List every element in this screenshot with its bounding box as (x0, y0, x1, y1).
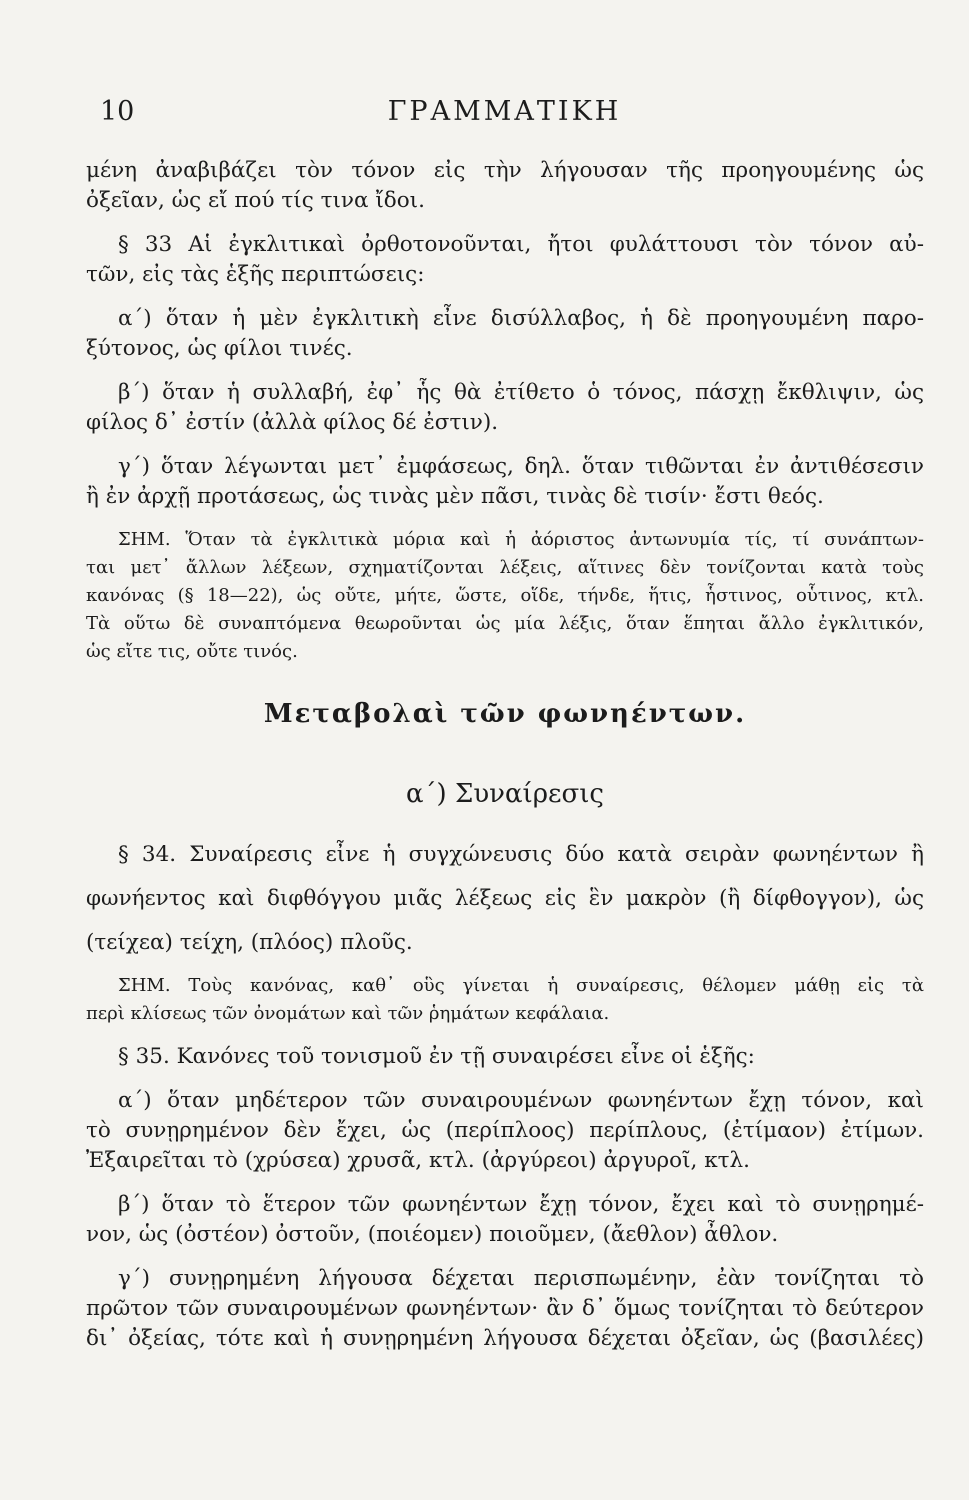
text-line: τὸ συνῃρημένον δὲν ἔχει, ὡς (περίπλοος) περίπλους, (ἐτίμαον) ἐτίμων. (86, 1118, 924, 1143)
page-header (100, 96, 909, 136)
text-line: Ἐξαιρεῖται τὸ (χρύσεα) χρυσᾶ, κτλ. (ἀργύρεοι) ἀργυροῖ, κτλ. (86, 1148, 750, 1173)
section-heading: Μεταβολαὶ τῶν φωνηέντων. (263, 699, 747, 729)
note-line: Τὰ οὕτω δὲ συναπτόμενα θεωροῦνται ὡς μία λέξις, ὅταν ἕπηται ἄλλο ἐγκλιτικόν, (86, 613, 924, 634)
rule-gamma-line: γ΄) ὅταν λέγωνται μετ᾽ ἐμφάσεως, δηλ. ὅταν τιθῶνται ἐν ἀντιθέσεσιν (118, 454, 924, 479)
rule-beta-line: β΄) ὅταν ἡ συλλαβή, ἐφ᾽ ἧς θὰ ἐτίθετο ὁ τόνος, πάσχῃ ἔκθλιψιν, ὡς (118, 380, 924, 405)
text-line: πρῶτον τῶν συναιρουμένων φωνηέντων· ἂν δ᾽ ὅμως τονίζηται τὸ δεύτερον (86, 1296, 924, 1321)
rule-gamma-line: γ΄) συνῃρημένη λήγουσα δέχεται περισπωμένην, ἐὰν τονίζηται τὸ (118, 1266, 924, 1291)
text-line: μένη ἀναβιβάζει τὸν τόνον εἰς τὴν λήγουσαν τῆς προηγουμένης ὡς (86, 158, 924, 183)
text-line: φωνήεντος καὶ διφθόγγου μιᾶς λέξεως εἰς ἓν μακρὸν (ἢ δίφθογγον), ὡς (86, 886, 924, 911)
note-line: ὡς εἴτε τις, οὔτε τινός. (86, 641, 298, 662)
text-line: δι᾽ ὀξείας, τότε καὶ ἡ συνῃρημένη λήγουσα δέχεται ὀξεῖαν, ὡς (βασιλέες) (86, 1326, 924, 1351)
running-title: ΓΡΑΜΜΑΤΙΚΗ (387, 96, 622, 127)
note-line: ΣΗΜ. Τοὺς κανόνας, καθ᾽ οὓς γίνεται ἡ συναίρεσις, θέλομεν μάθῃ εἰς τὰ (118, 975, 924, 996)
text-line: ξύτονος, ὡς φίλοι τινές. (86, 336, 353, 361)
text-line: ὀξεῖαν, ὡς εἴ πού τίς τινα ἴδοι. (86, 188, 425, 213)
rule-beta-line: β΄) ὅταν τὸ ἕτερον τῶν φωνηέντων ἔχῃ τόνον, ἔχει καὶ τὸ συνῃρημέ- (118, 1192, 924, 1217)
section-34-line: § 34. Συναίρεσις εἶνε ἡ συγχώνευσις δύο κατὰ σειρὰν φωνηέντων ἢ (118, 842, 924, 867)
page-body (86, 156, 924, 1354)
rule-alpha-line: α΄) ὅταν ἡ μὲν ἐγκλιτικὴ εἶνε δισύλλαβος, ἡ δὲ προηγουμένη παρο- (118, 306, 924, 331)
section-33-line: § 33 Αἱ ἐγκλιτικαὶ ὀρθοτονοῦνται, ἤτοι φυλάττουσι τὸν τόνον αὐ- (118, 232, 924, 257)
text-line: τῶν, εἰς τὰς ἑξῆς περιπτώσεις: (86, 262, 425, 287)
page-number: 10 (100, 96, 135, 127)
text-line: (τείχεα) τείχη, (πλόος) πλοῦς. (86, 930, 413, 955)
section-subheading: α΄) Συναίρεσις (406, 779, 604, 809)
note-line: περὶ κλίσεως τῶν ὀνομάτων καὶ τῶν ῥημάτων κεφάλαια. (86, 1003, 610, 1024)
section-35-line: § 35. Κανόνες τοῦ τονισμοῦ ἐν τῇ συναιρέσει εἶνε οἱ ἑξῆς: (118, 1044, 755, 1069)
text-line: νον, ὡς (ὀστέον) ὀστοῦν, (ποιέομεν) ποιοῦμεν, (ἄεθλον) ἆθλον. (86, 1222, 779, 1247)
text-line: ἢ ἐν ἀρχῇ προτάσεως, ὡς τινὰς μὲν πᾶσι, τινὰς δὲ τισίν· ἔστι θεός. (86, 484, 824, 509)
note-line: ται μετ᾽ ἄλλων λέξεων, σχηματίζονται λέξεις, αἵτινες δὲν τονίζονται κατὰ τοὺς (86, 557, 924, 578)
text-line: φίλος δ᾽ ἐστίν (ἀλλὰ φίλος δέ ἐστιν). (86, 410, 499, 435)
rule-alpha-line: α΄) ὅταν μηδέτερον τῶν συναιρουμένων φωνηέντων ἔχῃ τόνον, καὶ (118, 1088, 924, 1113)
note-line: κανόνας (§ 18—22), ὡς οὔτε, μήτε, ὥστε, οἵδε, τήνδε, ἥτις, ἧστινος, οὗτινος, κτλ. (86, 585, 924, 606)
note-line: ΣΗΜ. Ὅταν τὰ ἐγκλιτικὰ μόρια καὶ ἡ ἀόριστος ἀντωνυμία τίς, τί συνάπτων- (118, 529, 924, 550)
